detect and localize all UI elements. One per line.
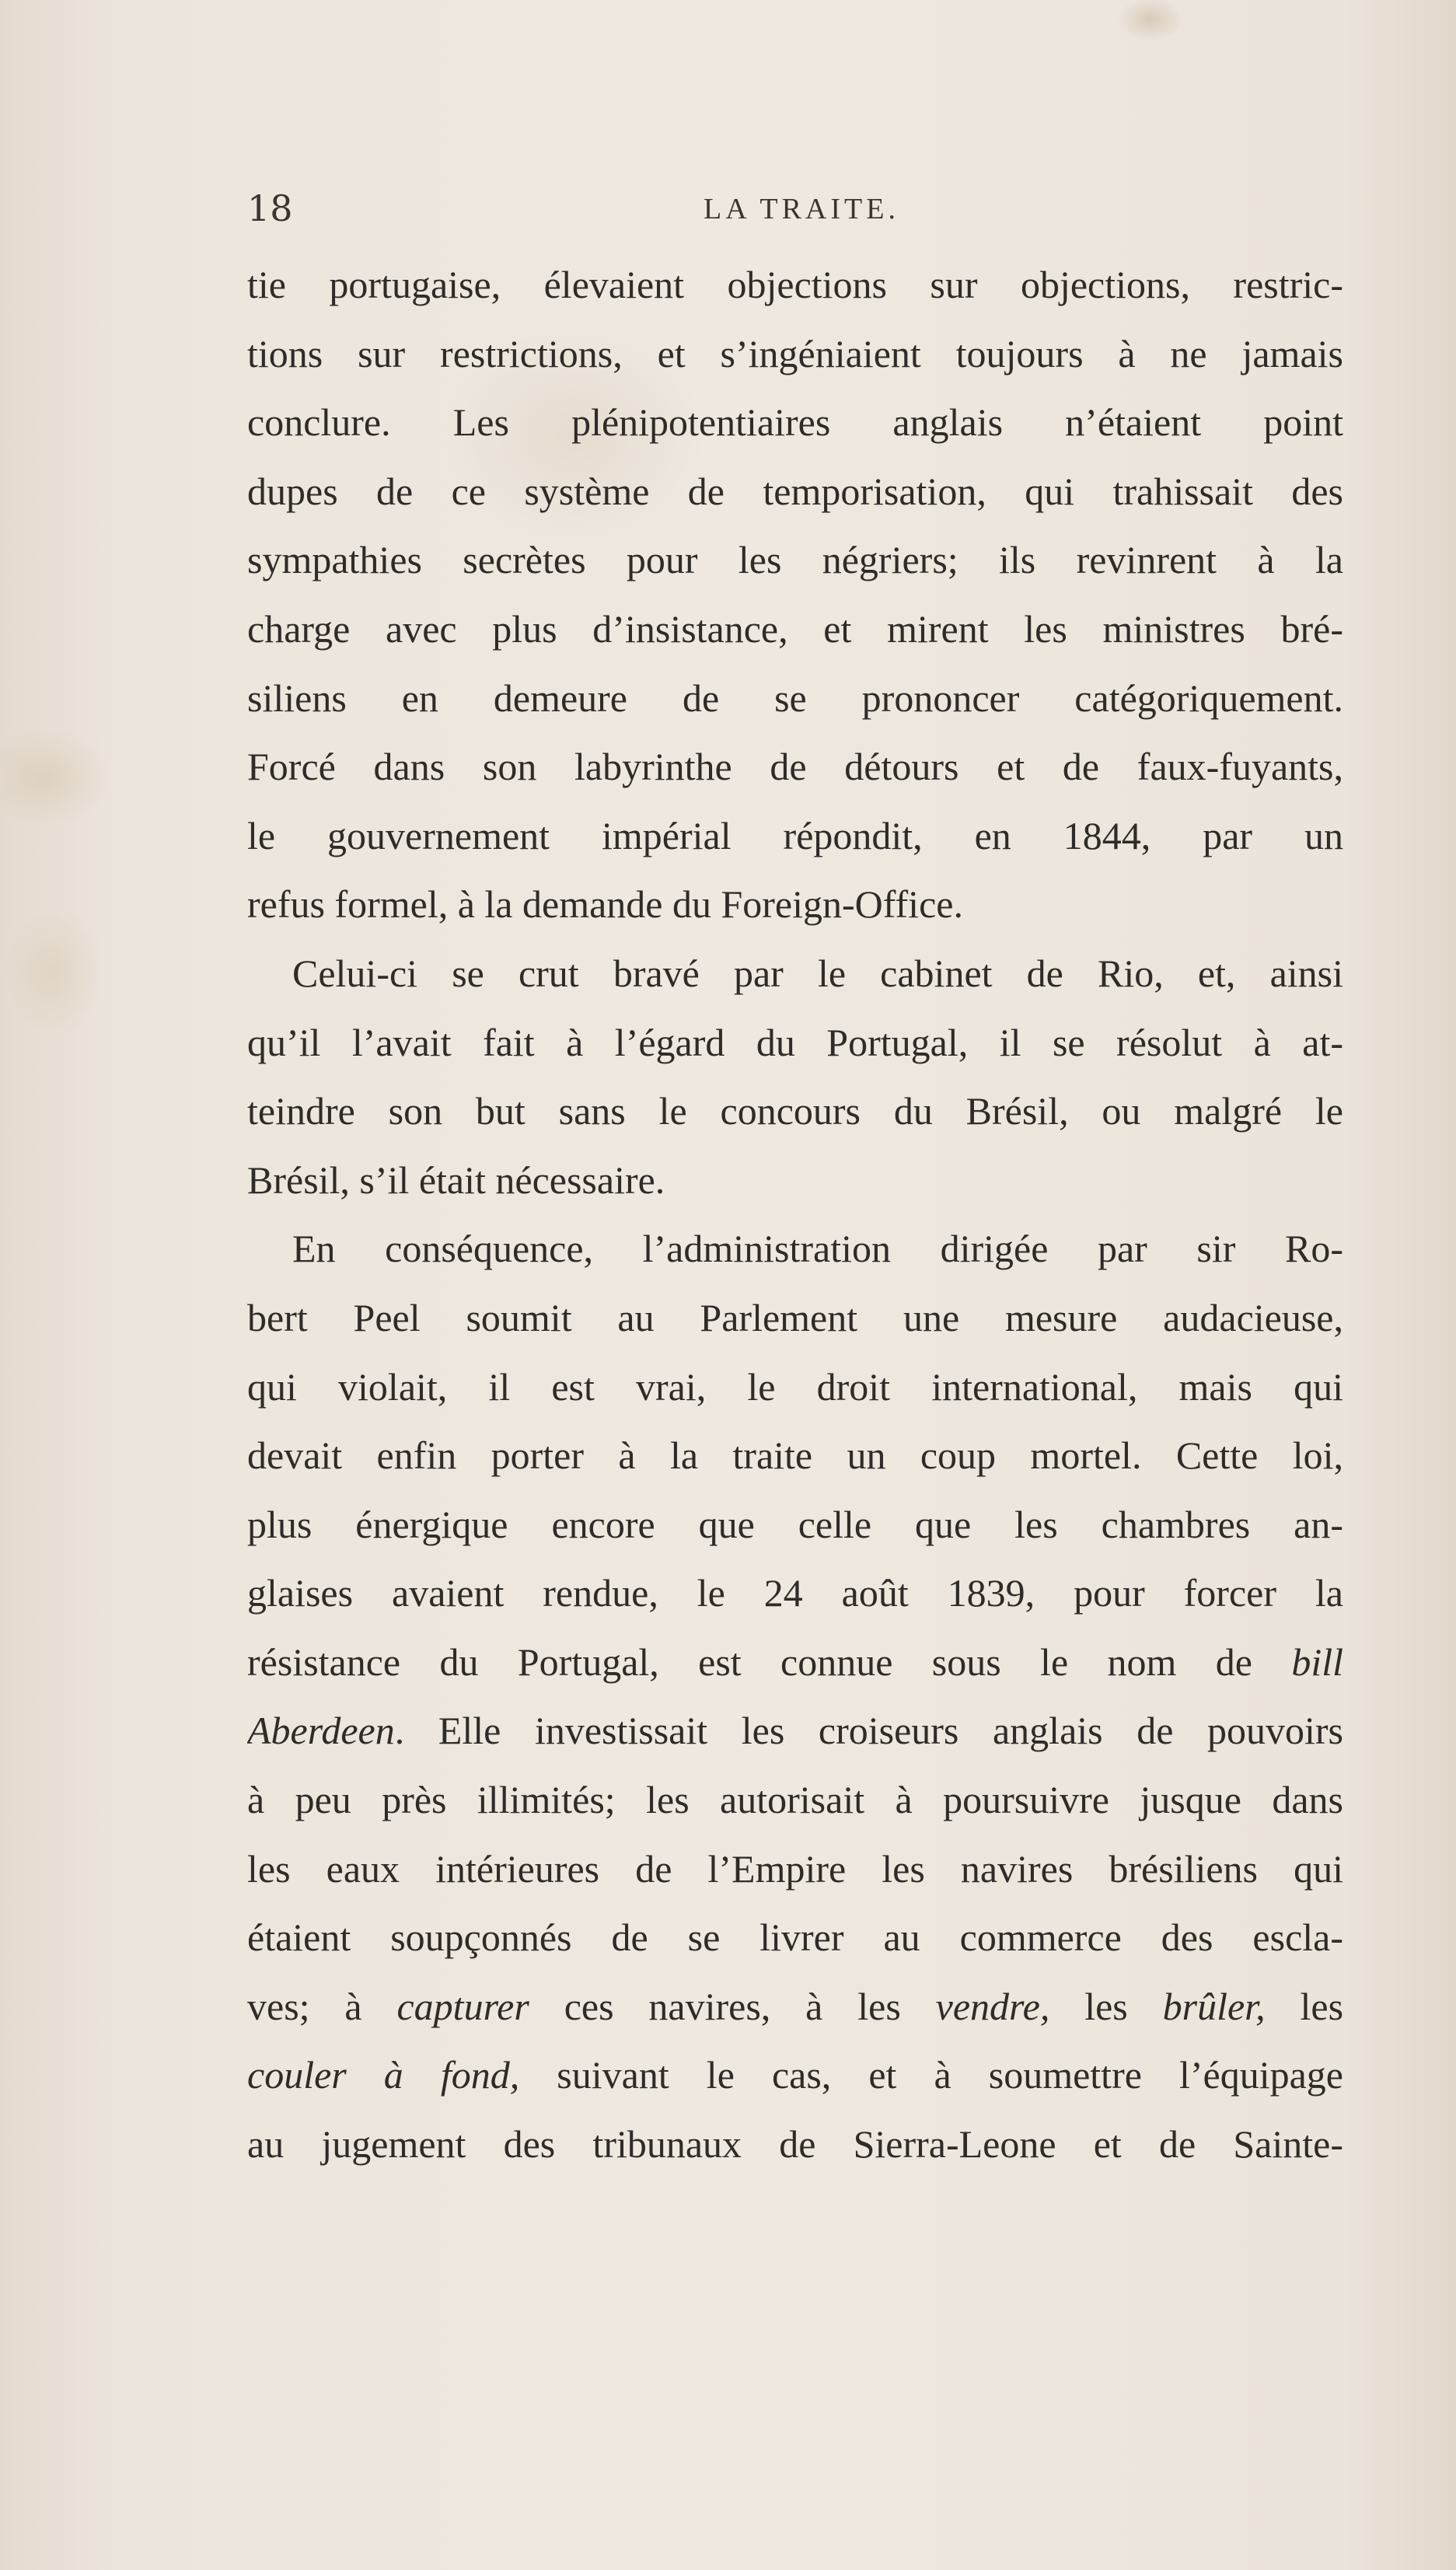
text-line: teindre son but sans le concours du Brésil, ou malgré le (247, 1089, 1343, 1133)
body-text (247, 250, 1343, 2179)
page-header (0, 185, 1456, 232)
text-line: à peu près illimités; les autorisait à poursuivre jusque dans (247, 1778, 1343, 1822)
text-line: qui violait, il est vrai, le droit international, mais qui (247, 1364, 1343, 1409)
text-line: glaises avaient rendue, le 24 août 1839, pour forcer la (247, 1571, 1343, 1615)
text-line: siliens en demeure de se prononcer catégoriquement. (247, 676, 1343, 720)
text-line: bert Peel soumit au Parlement une mesure audacieuse, (247, 1295, 1343, 1339)
text-line: tie portugaise, élevaient objections sur objections, restric- (247, 263, 1343, 306)
text-line: Forcé dans son labyrinthe de détours et de faux-fuyants, (247, 745, 1343, 789)
text-line: ves; à capturer ces navires, à les vendre, les brûler, les (247, 1984, 1343, 2028)
text-line: charge avec plus d’insistance, et mirent les ministres bré- (247, 606, 1343, 651)
running-title: LA TRAITE. (704, 193, 899, 225)
text-line: dupes de ce système de temporisation, qui trahissait des (247, 469, 1343, 513)
text-line: résistance du Portugal, est connue sous le nom de bill (247, 1639, 1343, 1684)
text-line: les eaux intérieures de l’Empire les navires brésiliens qui (247, 1846, 1343, 1891)
text-line: Brésil, s’il était nécessaire. (247, 1158, 665, 1202)
text-line: devait enfin porter à la traite un coup mortel. Cette loi, (247, 1433, 1343, 1478)
page-number: 18 (247, 187, 293, 229)
text-line: couler à fond, suivant le cas, et à soumettre l’équipage (247, 2053, 1343, 2097)
text-line: En conséquence, l’administration dirigée par sir Ro- (292, 1227, 1343, 1271)
text-line: plus énergique encore que celle que les chambres an- (247, 1502, 1343, 1546)
text-line: le gouvernement impérial répondit, en 1844, par un (247, 813, 1343, 857)
text-line: Aberdeen. Elle investissait les croiseurs anglais de pouvoirs (247, 1709, 1343, 1753)
text-line: étaient soupçonnés de se livrer au commerce des escla- (247, 1915, 1343, 1960)
text-line: Celui-ci se crut bravé par le cabinet de Rio, et, ainsi (292, 951, 1343, 995)
text-line: sympathies secrètes pour les négriers; ils revinrent à la (247, 538, 1343, 582)
text-line: qu’il l’avait fait à l’égard du Portugal, il se résolut à at- (247, 1020, 1343, 1064)
text-line: refus formel, à la demande du Foreign-Office. (247, 882, 963, 927)
text-line: conclure. Les plénipotentiaires anglais n’étaient point (247, 400, 1343, 445)
text-line: au jugement des tribunaux de Sierra-Leone et de Sainte- (247, 2122, 1343, 2167)
text-line: tions sur restrictions, et s’ingéniaient toujours à ne jamais (247, 331, 1343, 375)
